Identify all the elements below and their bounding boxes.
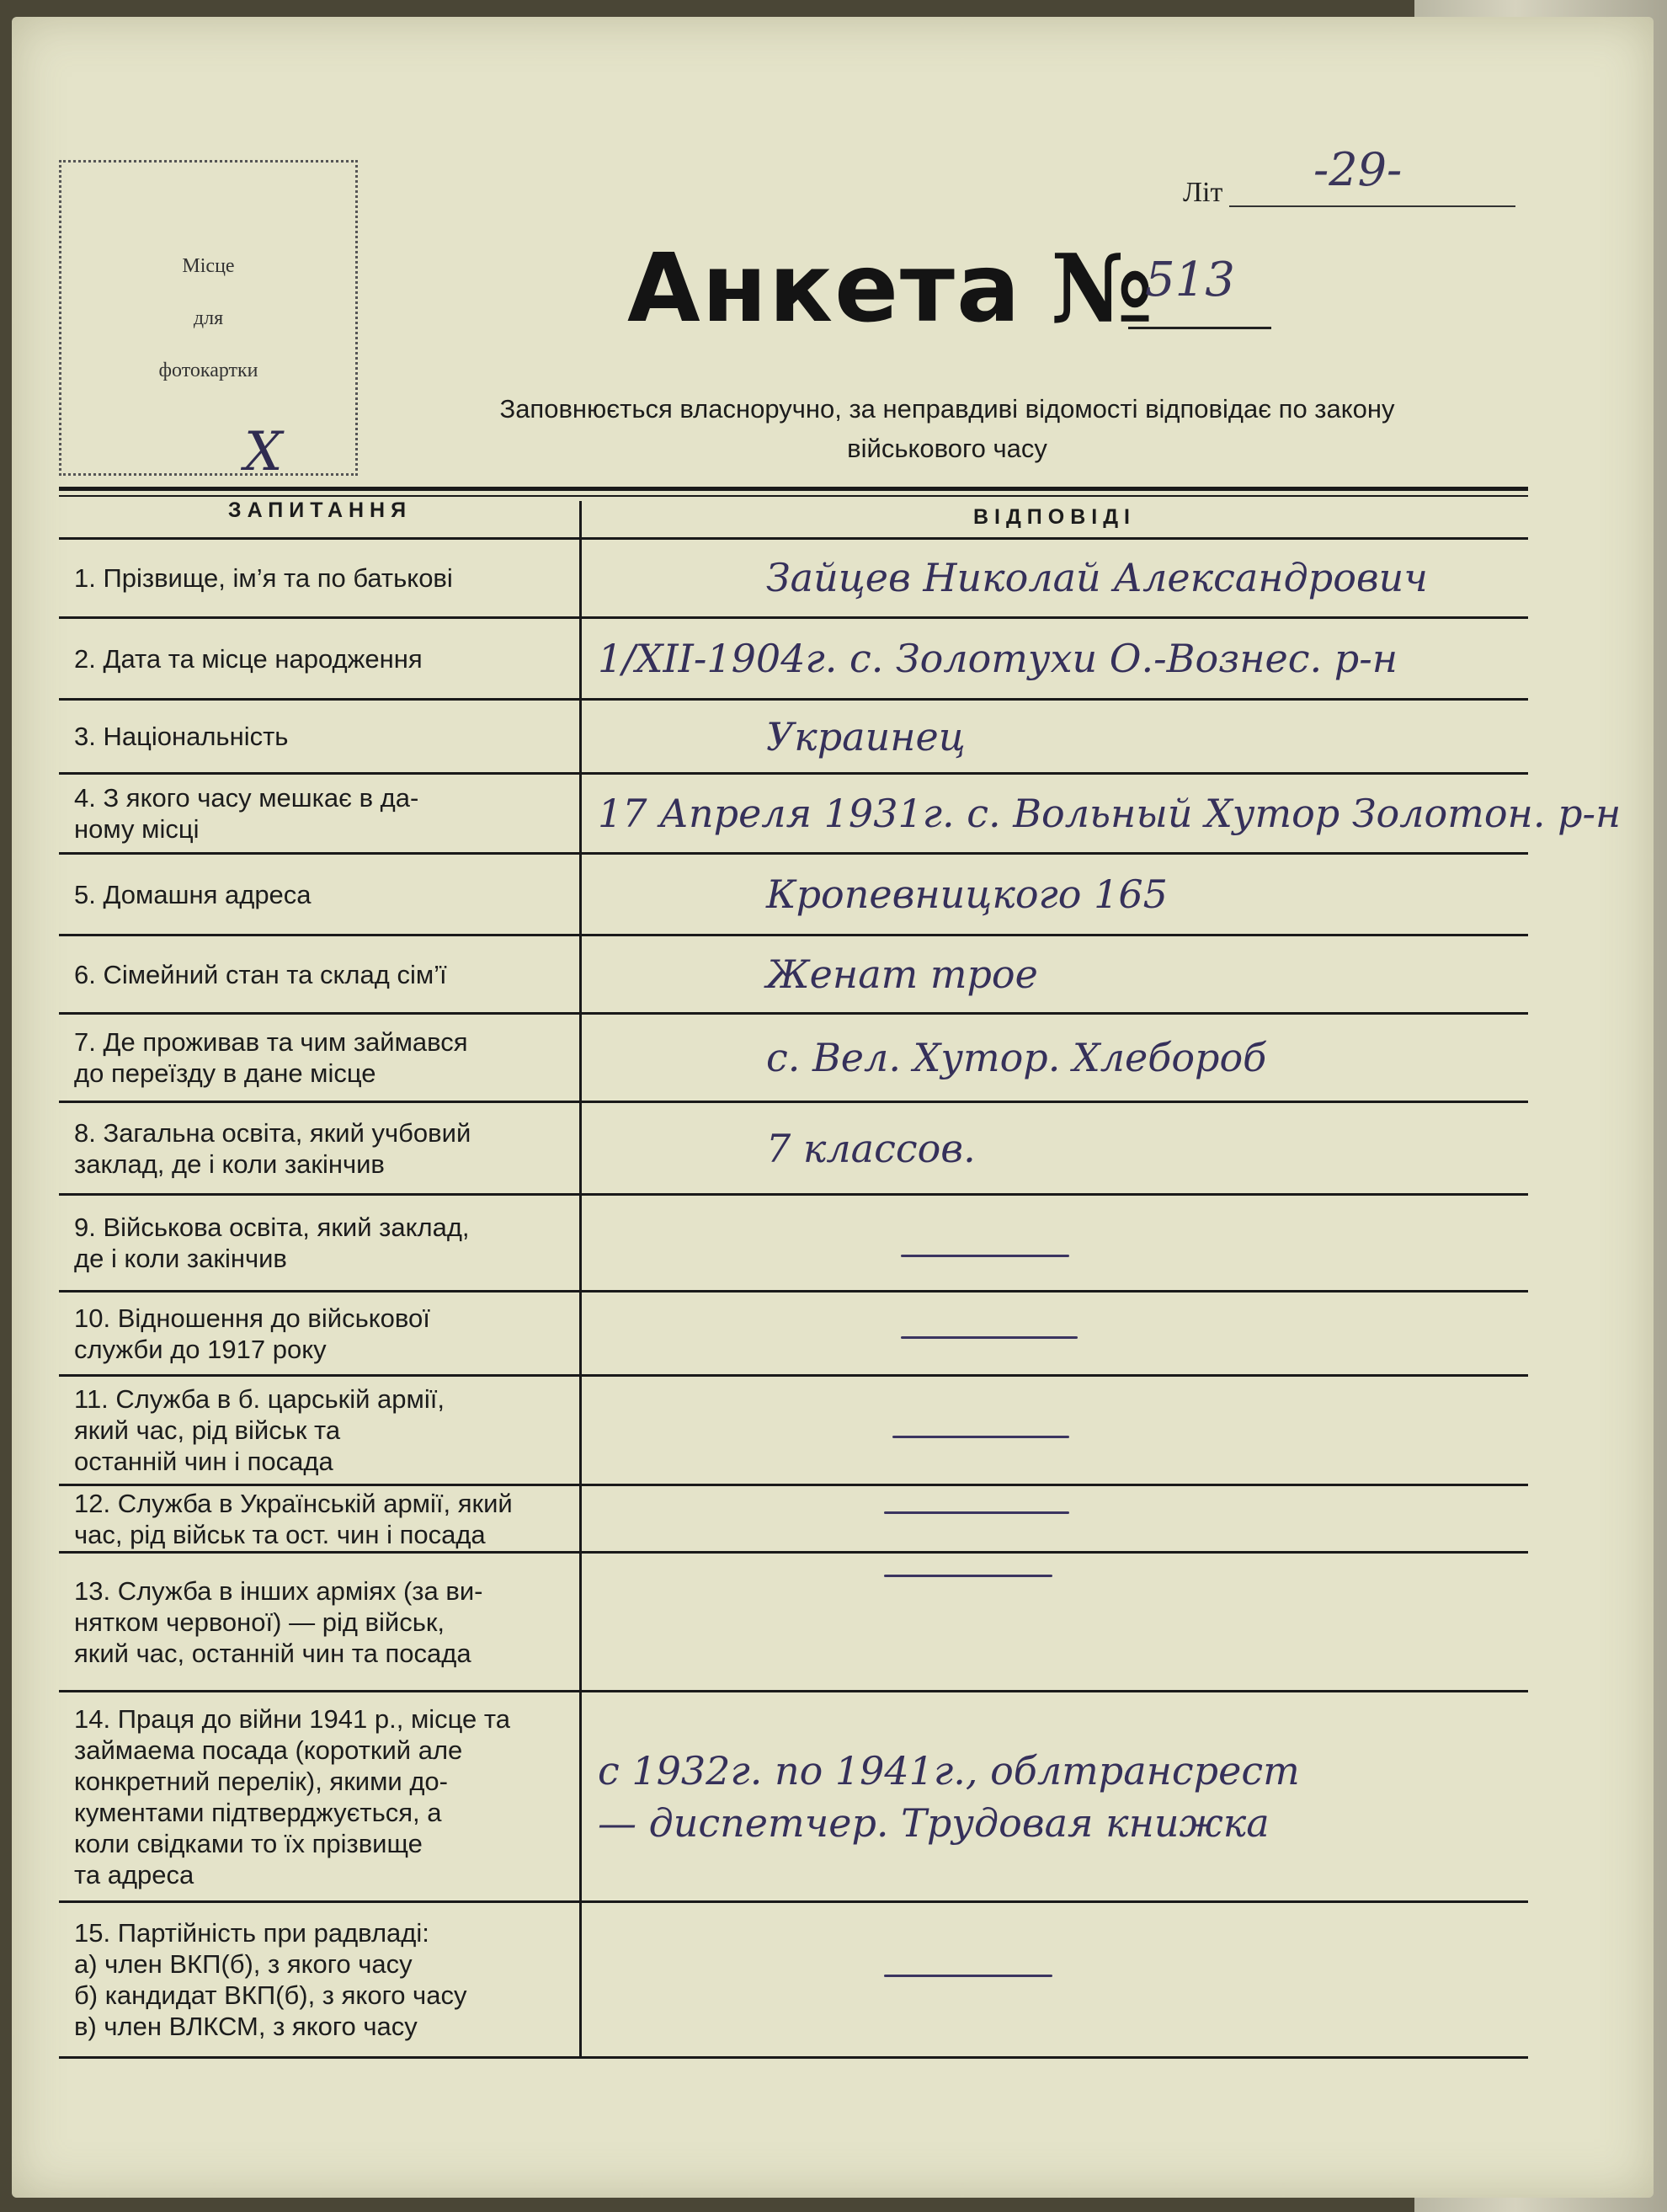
form-row-5 [59,855,1528,936]
empty-answer-dash [884,1511,1069,1514]
handwritten-answer: Зайцев Николай Александрович [766,555,1428,600]
answer-cell [598,1554,1528,1690]
question-text: 11. Служба в б. царській армії, який час, рід військ та останній чин і посада [74,1384,445,1476]
answer-cell [598,775,1622,852]
question-text: 7. Де проживав та чим займався до переїзду в дане місце [74,1027,468,1088]
answer-cell [598,1903,1528,2056]
question-cell [59,1554,579,1690]
form-row-14 [59,1692,1528,1903]
question-cell [59,701,579,772]
question-cell [59,1103,579,1193]
form-title: Анкета [627,234,1022,344]
answer-cell [598,1103,1528,1193]
column-header-answers: ВІДПОВІДІ [973,505,1136,529]
empty-answer-dash [884,1575,1052,1577]
question-cell [59,1196,579,1290]
form-row-9 [59,1196,1528,1293]
photo-placeholder [59,160,358,476]
form-row-11 [59,1377,1528,1486]
question-cell [59,1293,579,1374]
answer-cell [598,619,1528,698]
question-cell [59,775,579,852]
form-number: 513 [1145,253,1235,307]
number-underline [1128,327,1271,329]
form-row-1 [59,539,1528,619]
form-row-7 [59,1015,1528,1103]
number-sign: № [1051,234,1153,344]
question-cell [59,1692,579,1900]
photo-label-line-1: Місце [182,254,235,277]
handwritten-answer: 7 классов. [766,1125,976,1171]
form-row-15 [59,1903,1528,2059]
form-row-10 [59,1293,1528,1377]
form-row-13 [59,1554,1528,1692]
header-rule-thin [59,495,1528,497]
handwritten-answer: 17 Апреля 1931г. с. Вольный Хутор Золотон. р-н [598,791,1622,836]
subtitle-line-1: Заповнюється власноручно, за неправдиві відомості відповідає по закону [499,394,1395,424]
answer-cell [598,1293,1528,1374]
question-text: 10. Відношення до військової служби до 1917 року [74,1303,430,1364]
question-text: 6. Сімейний стан та склад сім’ї [74,959,447,989]
handwritten-answer: Кропевницкого 165 [766,871,1168,917]
handwritten-answer: с 1932г. по 1941г., облтрансрест [598,1747,1300,1794]
lit-underline [1229,205,1515,207]
question-text: 13. Служба в інших арміях (за ви- нятком червоної) — рід військ, який час, останній чин та посада [74,1575,483,1668]
handwritten-answer: Украинец [766,713,966,760]
question-text: 12. Служба в Українській армії, який час, рід військ та ост. чин і посада [74,1488,513,1549]
handwritten-answer: с. Вел. Хутор. Хлебороб [766,1035,1267,1080]
question-text: 2. Дата та місце народження [74,643,423,674]
question-cell [59,1486,579,1551]
answer-cell [598,855,1528,934]
empty-answer-dash [884,1975,1052,1977]
handwritten-answer: — диспетчер. Трудовая книжка [598,1799,1270,1846]
header-rule-thick [59,487,1528,491]
question-cell [59,619,579,698]
subtitle-line-2: військового часу [847,434,1047,463]
photo-label-line-2: для [193,306,224,329]
answer-cell [598,1692,1528,1900]
column-header-questions: ЗАПИТАННЯ [227,498,413,522]
question-text: 5. Домашня адреса [74,879,312,909]
answer-cell [598,1196,1528,1290]
answer-cell [598,936,1528,1012]
question-text: 14. Праця до війни 1941 р., місце та займаема посада (короткий але конкретний перелік), якими до- кументами підтверджується, а коли свідками то їх прізвище та адреса [74,1703,510,1890]
question-cell [59,936,579,1012]
photo-mark: X [244,421,283,483]
lit-value: -29- [1313,143,1403,196]
question-cell [59,1903,579,2056]
empty-answer-dash [901,1255,1069,1257]
photo-label-line-3: фотокартки [158,359,258,381]
question-text: 9. Військова освіта, який заклад, де і коли закінчив [74,1213,470,1273]
question-cell [59,1377,579,1484]
question-text: 1. Прізвище, ім’я та по батькові [74,562,453,593]
question-text: 8. Загальна освіта, який учбовий заклад, де і коли закінчив [74,1117,471,1179]
answer-cell [598,1377,1528,1484]
answer-cell [598,539,1528,616]
lit-label: Літ [1183,177,1223,208]
form-row-2 [59,619,1528,701]
question-cell [59,539,579,616]
form-row-3 [59,701,1528,775]
empty-answer-dash [901,1336,1078,1339]
answer-cell [598,701,1528,772]
answer-cell [598,1486,1528,1551]
form-row-8 [59,1103,1528,1196]
question-cell [59,1015,579,1101]
empty-answer-dash [892,1436,1069,1438]
question-cell [59,855,579,934]
question-text: 3. Національність [74,722,289,751]
form-row-12 [59,1486,1528,1554]
form-row-6 [59,936,1528,1015]
question-text: 4. З якого часу мешкає в да- ному місці [74,783,419,844]
answer-cell [598,1015,1528,1101]
handwritten-answer: 1/XII-1904г. с. Золотухи О.-Вознес. р-н [598,636,1398,681]
form-row-4 [59,775,1622,855]
handwritten-answer: Женат трое [766,951,1038,997]
question-text: 15. Партійність при радвладі: а) член ВКП(б), з якого часу б) кандидат ВКП(б), з якого часу в) член ВЛКСМ, з якого часу [74,1918,467,2041]
